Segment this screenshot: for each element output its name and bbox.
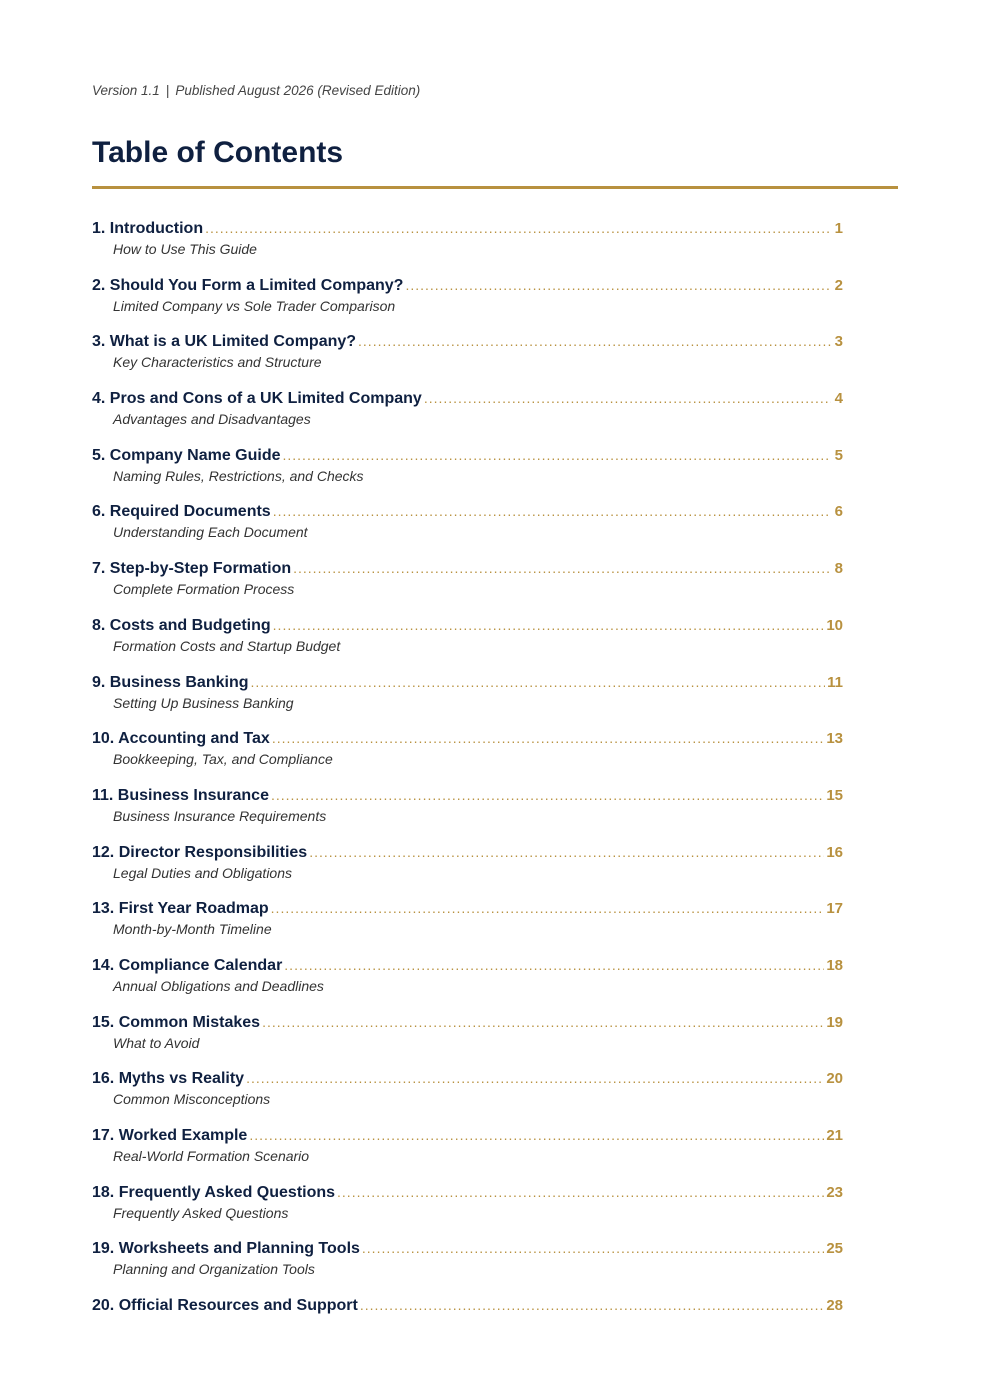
toc-entry[interactable] bbox=[92, 1294, 843, 1351]
toc-entry-line[interactable] bbox=[92, 671, 843, 693]
toc-entry-subtitle: Setting Up Business Banking bbox=[113, 694, 294, 711]
toc-entry-line[interactable] bbox=[92, 1294, 843, 1316]
toc-page-number[interactable]: 18 bbox=[826, 956, 843, 974]
toc-entry-line[interactable] bbox=[92, 727, 843, 749]
toc-entry-subtitle: How to Use This Guide bbox=[113, 241, 257, 257]
toc-page-number[interactable]: 1 bbox=[834, 220, 843, 237]
toc-dot-leader bbox=[262, 1011, 824, 1033]
toc-entry[interactable] bbox=[92, 954, 843, 1011]
toc-entry-subtitle: Complete Formation Process bbox=[113, 581, 295, 598]
toc-entry-title[interactable]: 19. Worksheets and Planning Tools bbox=[92, 1240, 360, 1258]
toc-entry[interactable] bbox=[92, 557, 843, 614]
toc-entry[interactable] bbox=[92, 1124, 843, 1181]
toc-dot-leader bbox=[272, 727, 825, 749]
toc-entry-title[interactable]: 14. Compliance Calendar bbox=[92, 956, 283, 974]
toc-entry-subtitle: Key Characteristics and Structure bbox=[113, 354, 322, 371]
toc-page-number[interactable]: 20 bbox=[826, 1070, 843, 1088]
toc-entry-title[interactable]: 10. Accounting and Tax bbox=[92, 730, 270, 748]
toc-entry-title[interactable]: 5. Company Name Guide bbox=[92, 446, 281, 464]
toc-entry-title[interactable]: 1. Introduction bbox=[92, 220, 204, 237]
toc-dot-leader bbox=[358, 330, 831, 352]
toc-page-number[interactable]: 19 bbox=[826, 1013, 843, 1031]
toc-entry-title[interactable]: 15. Common Mistakes bbox=[92, 1013, 261, 1031]
toc-dot-leader bbox=[271, 784, 824, 806]
toc-entry[interactable] bbox=[92, 1237, 843, 1294]
toc-entry-subtitle: What to Avoid bbox=[113, 1034, 200, 1051]
toc-page-number[interactable]: 2 bbox=[834, 276, 843, 294]
toc-entry[interactable] bbox=[92, 387, 843, 444]
page-title: Table of Contents bbox=[92, 136, 344, 169]
toc-entry-line[interactable] bbox=[92, 784, 843, 806]
toc-entry-subtitle: Month-by-Month Timeline bbox=[113, 921, 272, 938]
published-date: Published August 2026 (Revised Edition) bbox=[175, 83, 421, 98]
toc-dot-leader bbox=[249, 1124, 824, 1146]
title-divider bbox=[92, 186, 898, 189]
toc-entry-line[interactable] bbox=[92, 841, 843, 863]
toc-entry[interactable] bbox=[92, 217, 843, 274]
toc-entry-line[interactable] bbox=[92, 897, 843, 919]
toc-page-number[interactable]: 21 bbox=[826, 1127, 843, 1144]
toc-dot-leader bbox=[424, 387, 831, 409]
toc-entry[interactable] bbox=[92, 274, 843, 331]
toc-entry-line[interactable] bbox=[92, 1181, 843, 1203]
toc-entry-subtitle: Planning and Organization Tools bbox=[113, 1261, 315, 1278]
toc-entry-line[interactable] bbox=[92, 954, 843, 976]
toc-dot-leader bbox=[362, 1237, 824, 1259]
toc-page-number[interactable]: 8 bbox=[834, 560, 843, 578]
toc-entry-subtitle: Annual Obligations and Deadlines bbox=[113, 977, 324, 994]
toc-entry[interactable] bbox=[92, 784, 843, 841]
toc-entry-title[interactable]: 4. Pros and Cons of a UK Limited Company bbox=[92, 390, 422, 408]
toc-entry[interactable] bbox=[92, 330, 843, 387]
toc-entry[interactable] bbox=[92, 841, 843, 898]
toc-entry-title[interactable]: 13. First Year Roadmap bbox=[92, 900, 269, 918]
toc-entry[interactable] bbox=[92, 500, 843, 557]
toc-entry[interactable] bbox=[92, 1067, 843, 1124]
toc-entry[interactable] bbox=[92, 614, 843, 671]
toc-entry-subtitle: Limited Company vs Sole Trader Comparison bbox=[113, 297, 396, 314]
toc-entry[interactable] bbox=[92, 1181, 843, 1238]
toc-dot-leader bbox=[273, 500, 831, 522]
toc-entry-subtitle: Legal Duties and Obligations bbox=[113, 864, 293, 881]
toc-dot-leader bbox=[205, 217, 831, 239]
toc-entry-title[interactable]: 17. Worked Example bbox=[92, 1127, 248, 1144]
toc-dot-leader bbox=[273, 614, 825, 636]
toc-entry-title[interactable]: 9. Business Banking bbox=[92, 673, 249, 691]
toc-entry[interactable] bbox=[92, 727, 843, 784]
toc-entry-title[interactable]: 16. Myths vs Reality bbox=[92, 1070, 245, 1088]
toc-entry-title[interactable]: 18. Frequently Asked Questions bbox=[92, 1183, 336, 1201]
toc-entry-line[interactable] bbox=[92, 1011, 843, 1033]
toc-entry-subtitle: Frequently Asked Questions bbox=[113, 1204, 289, 1221]
toc-dot-leader bbox=[293, 557, 831, 579]
toc-page-number[interactable]: 10 bbox=[826, 616, 843, 634]
toc-entry[interactable] bbox=[92, 897, 843, 954]
toc-dot-leader bbox=[337, 1181, 824, 1203]
toc-page-number[interactable]: 11 bbox=[827, 673, 843, 691]
toc-entry-subtitle: Bookkeeping, Tax, and Compliance bbox=[113, 751, 333, 768]
toc-page-number[interactable]: 23 bbox=[826, 1183, 843, 1201]
toc-page-number[interactable]: 6 bbox=[834, 503, 843, 521]
toc-dot-leader bbox=[283, 444, 832, 466]
toc-dot-leader bbox=[405, 274, 831, 296]
toc-dot-leader bbox=[360, 1294, 824, 1316]
toc-entry-title[interactable]: 6. Required Documents bbox=[92, 503, 271, 521]
toc-entry[interactable] bbox=[92, 671, 843, 728]
toc-entry-title[interactable]: 3. What is a UK Limited Company? bbox=[92, 333, 357, 351]
toc-entry-line[interactable] bbox=[92, 330, 843, 352]
toc-entry-line[interactable] bbox=[92, 217, 843, 239]
toc-entry-title[interactable]: 7. Step-by-Step Formation bbox=[92, 560, 292, 578]
toc-dot-leader bbox=[246, 1067, 824, 1089]
toc-entry-line[interactable] bbox=[92, 274, 843, 296]
toc-page-number[interactable]: 3 bbox=[834, 333, 843, 351]
version-line bbox=[92, 83, 420, 98]
toc-dot-leader bbox=[251, 671, 826, 693]
toc-page-number[interactable]: 17 bbox=[826, 900, 843, 918]
toc-dot-leader bbox=[309, 841, 824, 863]
toc-page-number[interactable]: 15 bbox=[826, 786, 843, 804]
toc-page-number[interactable]: 28 bbox=[826, 1297, 843, 1315]
toc-entry-subtitle: Common Misconceptions bbox=[113, 1091, 271, 1108]
toc-entry-subtitle: Formation Costs and Startup Budget bbox=[113, 637, 341, 654]
toc-page-number[interactable]: 16 bbox=[826, 843, 843, 861]
toc-entry-subtitle: Advantages and Disadvantages bbox=[113, 411, 311, 428]
toc-entry-subtitle: Understanding Each Document bbox=[113, 524, 308, 541]
toc-entry-line[interactable] bbox=[92, 1237, 843, 1259]
toc-entry-subtitle: Real-World Formation Scenario bbox=[113, 1148, 310, 1164]
version-separator: | bbox=[165, 83, 170, 98]
toc-entry[interactable] bbox=[92, 1011, 843, 1068]
toc-page-number[interactable]: 25 bbox=[826, 1240, 843, 1258]
toc-entry-title[interactable]: 12. Director Responsibilities bbox=[92, 843, 308, 861]
toc-entry-line[interactable] bbox=[92, 557, 843, 579]
toc-page-number[interactable]: 4 bbox=[834, 390, 843, 408]
toc-entry-subtitle: Naming Rules, Restrictions, and Checks bbox=[113, 467, 364, 484]
toc-page-number[interactable]: 5 bbox=[834, 446, 843, 464]
toc-dot-leader bbox=[271, 897, 825, 919]
toc-entry-title[interactable]: 2. Should You Form a Limited Company? bbox=[92, 276, 404, 294]
toc-entry[interactable] bbox=[92, 444, 843, 501]
toc-entry-line[interactable] bbox=[92, 1124, 843, 1146]
toc-entry-subtitle: Business Insurance Requirements bbox=[113, 807, 327, 824]
toc-page-number[interactable]: 13 bbox=[826, 730, 843, 748]
toc-entry-title[interactable]: 8. Costs and Budgeting bbox=[92, 616, 271, 634]
toc-entry-line[interactable] bbox=[92, 387, 843, 409]
version-label: Version 1.1 bbox=[92, 83, 160, 98]
toc-entry-line[interactable] bbox=[92, 500, 843, 522]
toc-entry-line[interactable] bbox=[92, 444, 843, 466]
toc-dot-leader bbox=[284, 954, 824, 976]
toc-entry-line[interactable] bbox=[92, 614, 843, 636]
toc-entry-title[interactable]: 20. Official Resources and Support bbox=[92, 1297, 358, 1315]
toc-entry-line[interactable] bbox=[92, 1067, 843, 1089]
toc-entry-title[interactable]: 11. Business Insurance bbox=[92, 786, 269, 804]
toc-list bbox=[92, 217, 843, 1351]
